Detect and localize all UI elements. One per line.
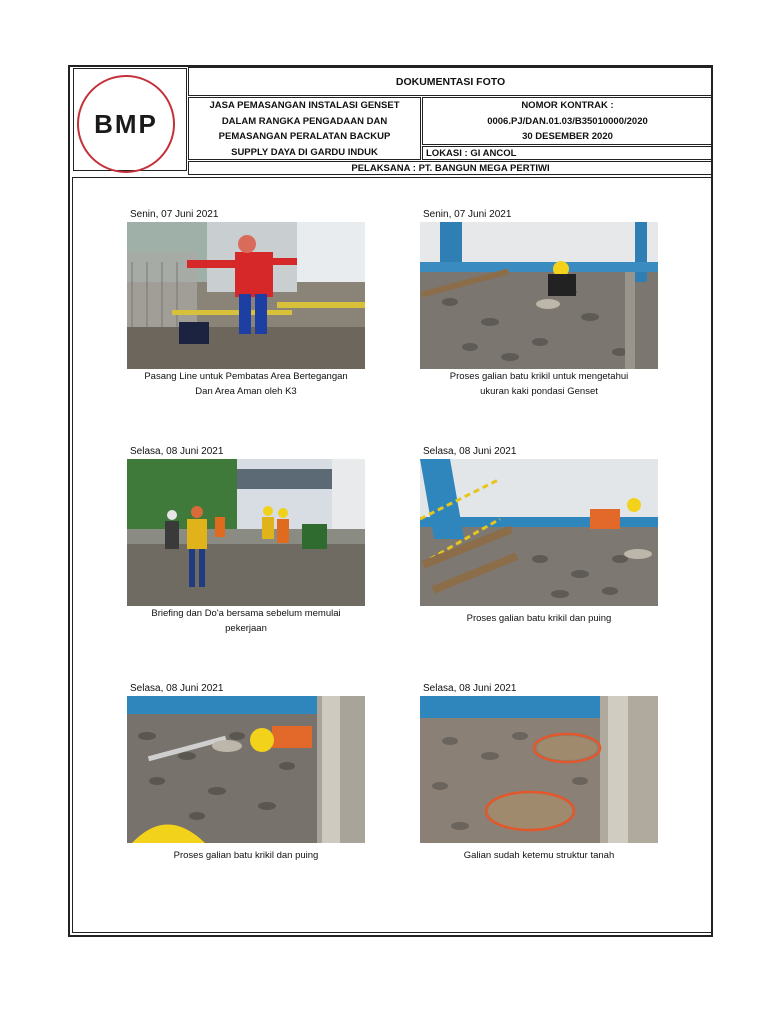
caption-line: Proses galian batu krikil untuk mengetahui (449, 371, 629, 382)
photo-date: Selasa, 08 Juni 2021 (130, 446, 224, 457)
project-description (188, 97, 421, 160)
photo-soil-structure (420, 696, 658, 843)
caption-line: Proses galian batu krikil dan puing (173, 850, 319, 861)
photo-caption (127, 848, 365, 863)
photo-date: Senin, 07 Juni 2021 (423, 209, 512, 220)
document-title: DOKUMENTASI FOTO (188, 67, 713, 96)
photo-caption (420, 369, 658, 399)
caption-line: ukuran kaki pondasi Genset (480, 386, 598, 397)
caption-line: pekerjaan (225, 623, 267, 634)
caption-line: Briefing dan Do'a bersama sebelum memulai (151, 608, 341, 619)
contract-date: 30 DESEMBER 2020 (522, 131, 613, 142)
contract-label: NOMOR KONTRAK : (521, 100, 614, 111)
caption-line: Proses galian batu krikil dan puing (466, 613, 612, 624)
photo-date: Selasa, 08 Juni 2021 (423, 446, 517, 457)
photo-gravel-rubble-2 (127, 696, 365, 843)
photo-caption (420, 611, 658, 626)
company-logo (77, 75, 175, 173)
project-line: DALAM RANGKA PENGADAAN DAN (221, 115, 388, 127)
photo-caption (127, 369, 365, 399)
photo-caption (127, 606, 365, 636)
contract-number: 0006.PJ/DAN.01.03/B35010000/2020 (487, 115, 648, 127)
photo-date: Selasa, 08 Juni 2021 (130, 683, 224, 694)
logo-cell (73, 68, 187, 171)
executor-label: PELAKSANA : PT. BANGUN MEGA PERTIWI (188, 161, 713, 175)
project-line: JASA PEMASANGAN INSTALASI GENSET (209, 100, 400, 111)
contract-info (422, 97, 713, 145)
photo-briefing (127, 459, 365, 606)
photo-date: Selasa, 08 Juni 2021 (423, 683, 517, 694)
photo-line-installation (127, 222, 365, 369)
photo-gravel-digging (420, 222, 658, 369)
caption-line: Dan Area Aman oleh K3 (195, 386, 297, 397)
photo-date: Senin, 07 Juni 2021 (130, 209, 219, 220)
project-line: PEMASANGAN PERALATAN BACKUP (218, 131, 391, 142)
project-line: SUPPLY DAYA DI GARDU INDUK (231, 146, 378, 158)
caption-line: Galian sudah ketemu struktur tanah (463, 850, 615, 861)
photo-caption (420, 848, 658, 863)
photo-gravel-rubble-1 (420, 459, 658, 606)
location-label: LOKASI : GI ANCOL (422, 146, 713, 160)
caption-line: Pasang Line untuk Pembatas Area Bertegangan (144, 371, 348, 382)
logo-text: BMP (94, 109, 158, 139)
